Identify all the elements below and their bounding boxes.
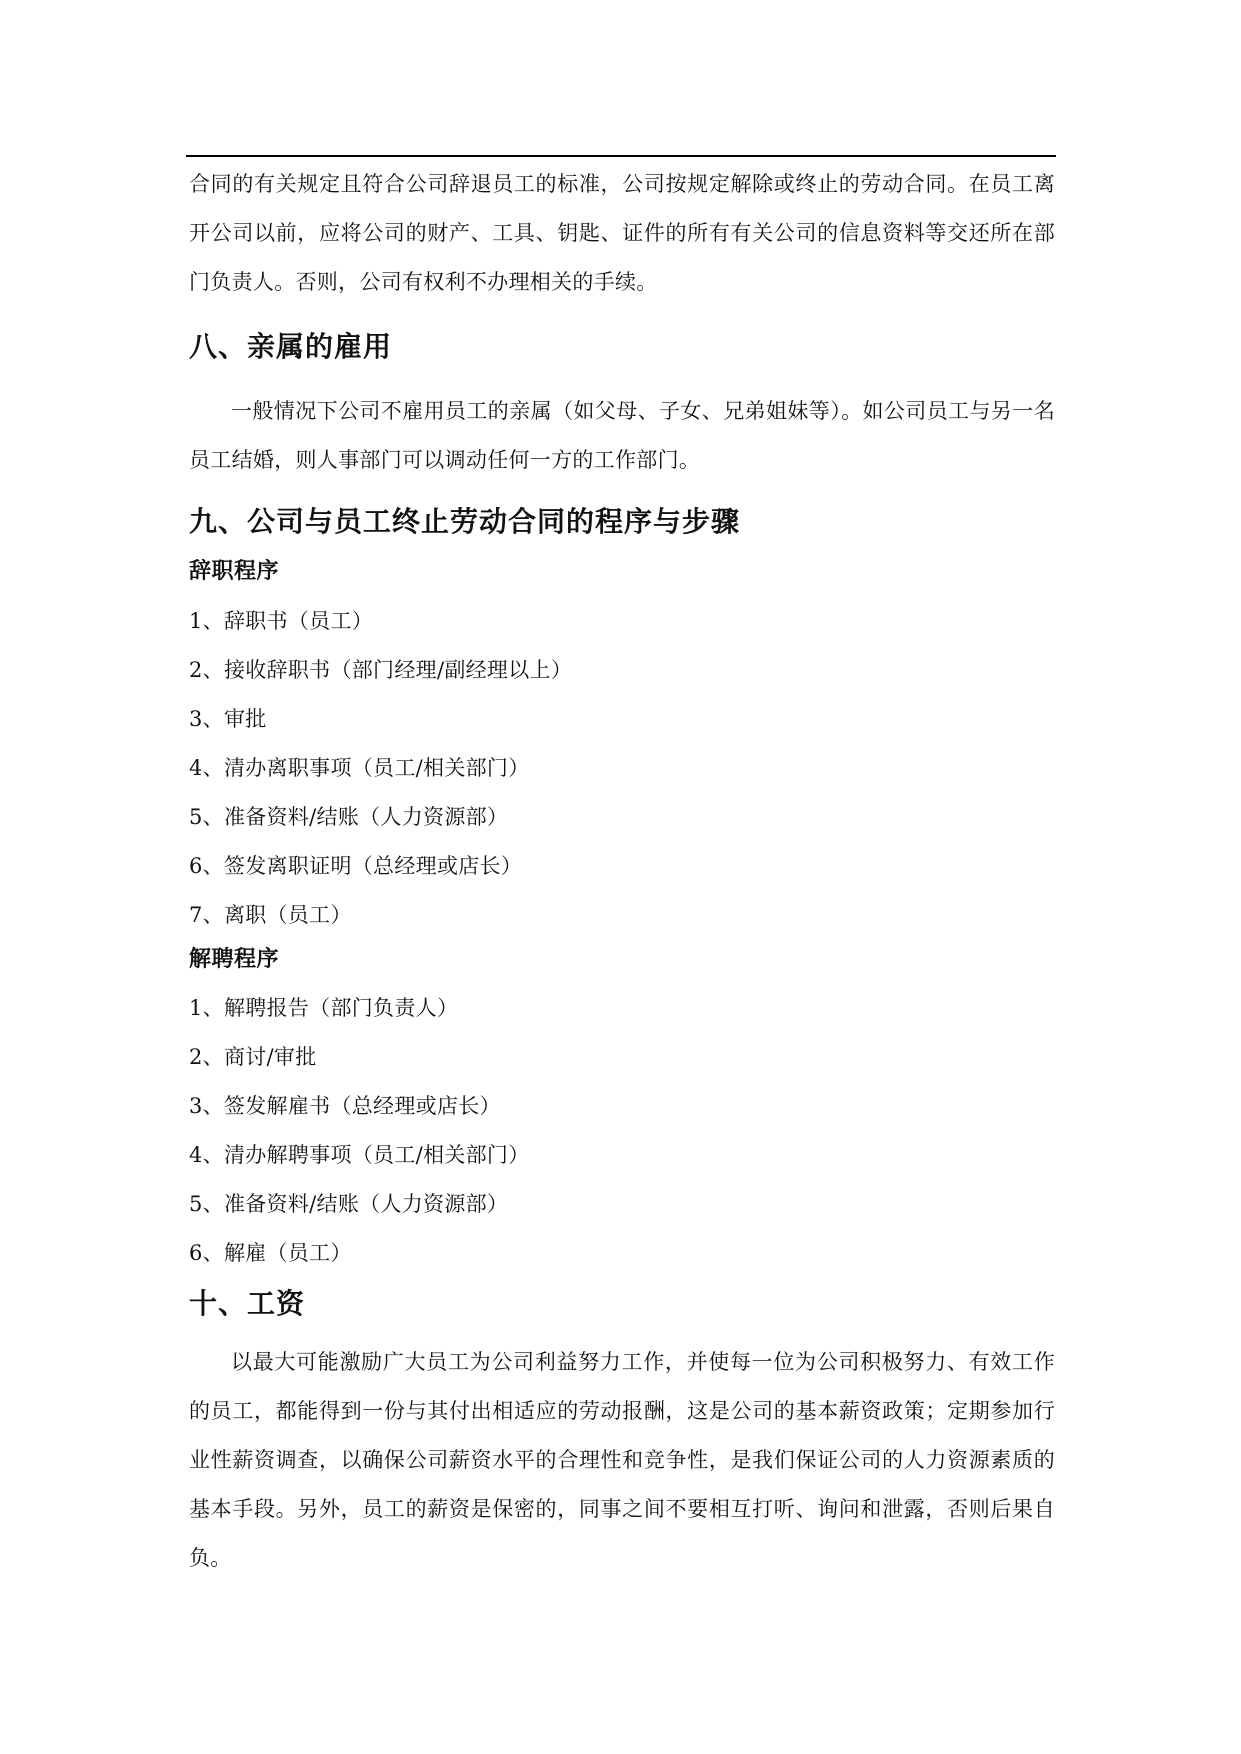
dismissal-steps-list <box>189 984 1055 1278</box>
list-item: 5、准备资料/结账（人力资源部） <box>189 1192 509 1216</box>
section-8-title: 八、亲属的雇用 <box>189 330 393 363</box>
list-item: 7、离职（员工） <box>189 903 352 927</box>
header-rule <box>186 155 1056 157</box>
list-item: 3、审批 <box>189 707 267 731</box>
dismissal-procedure-title: 解聘程序 <box>189 947 280 972</box>
list-item: 1、解聘报告（部门负责人） <box>189 996 459 1020</box>
list-item: 4、清办解聘事项（员工/相关部门） <box>189 1143 530 1167</box>
page-content <box>189 160 1055 1583</box>
section-10-body: 以最大可能激励广大员工为公司利益努力工作，并使每一位为公司积极努力、有效工作的员工，都能得到一份与其付出相适应的劳动报酬，这是公司的基本薪资政策；定期参加行业性薪资调查，以确保公司薪资水平的合理性和竞争性，是我们保证公司的人力资源素质的基本手段。另外，员工的薪资是保密的，同事之间不要相互打听、询问和泄露，否则后果自负。 <box>189 1350 1055 1570</box>
section-10-title: 十、工资 <box>189 1287 306 1320</box>
resignation-procedure-title: 辞职程序 <box>189 559 280 584</box>
list-item: 3、签发解雇书（总经理或店长） <box>189 1094 501 1118</box>
list-item: 5、准备资料/结账（人力资源部） <box>189 805 509 829</box>
intro-paragraph: 合同的有关规定且符合公司辞退员工的标准，公司按规定解除或终止的劳动合同。在员工离开公司以前，应将公司的财产、工具、钥匙、证件的所有有关公司的信息资料等交还所在部门负责人。否则，公司有权利不办理相关的手续。 <box>189 172 1055 294</box>
list-item: 6、解雇（员工） <box>189 1241 352 1265</box>
list-item: 2、商讨/审批 <box>189 1045 317 1069</box>
resignation-steps-list <box>189 597 1055 940</box>
list-item: 6、签发离职证明（总经理或店长） <box>189 854 523 878</box>
section-8-body: 一般情况下公司不雇用员工的亲属（如父母、子女、兄弟姐妹等）。如公司员工与另一名员工结婚，则人事部门可以调动任何一方的工作部门。 <box>189 399 1055 472</box>
section-9-title: 九、公司与员工终止劳动合同的程序与步骤 <box>189 505 741 538</box>
list-item: 1、辞职书（员工） <box>189 609 374 633</box>
list-item: 2、接收辞职书（部门经理/副经理以上） <box>189 658 573 682</box>
list-item: 4、清办离职事项（员工/相关部门） <box>189 756 530 780</box>
